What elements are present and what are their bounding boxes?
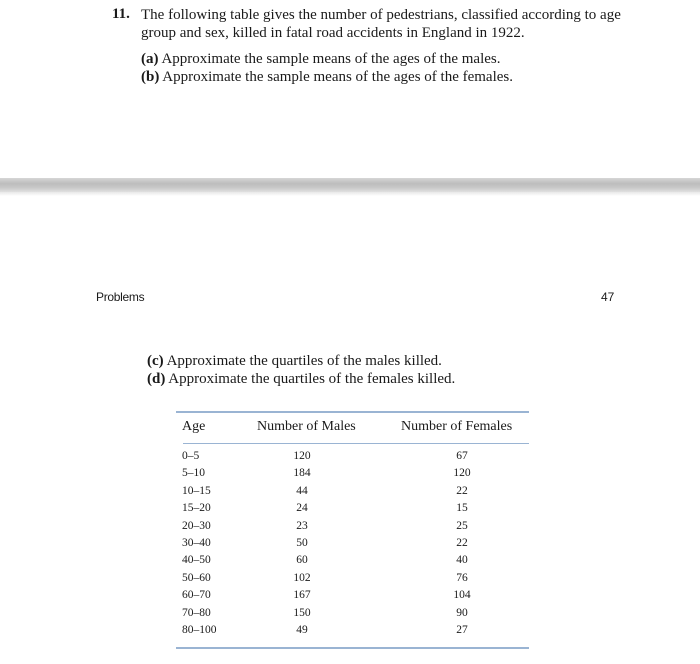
cell-males: 184: [293, 467, 311, 480]
part-d: [147, 370, 455, 388]
table-row: [176, 450, 529, 467]
cell-females: 120: [453, 467, 471, 480]
cell-age: 15–20: [182, 502, 211, 515]
cell-males: 120: [293, 450, 311, 462]
cell-females: 67: [456, 450, 468, 462]
part-c-text: Approximate the quartiles of the males killed.: [166, 353, 442, 369]
cell-age: 80–100: [182, 623, 217, 636]
table-row: [176, 467, 529, 484]
part-b: [141, 68, 513, 86]
cell-age: 5–10: [182, 467, 205, 480]
data-table: [176, 411, 529, 649]
part-b-text: Approximate the sample means of the ages of the females.: [162, 69, 513, 85]
cell-age: 70–80: [182, 606, 211, 619]
cell-males: 49: [296, 623, 308, 636]
cell-males: 167: [293, 589, 311, 602]
upper-page: [0, 0, 700, 178]
problem-number: 11.: [112, 6, 130, 22]
part-a: [141, 50, 501, 68]
cell-males: 50: [296, 536, 308, 549]
cell-males: 44: [296, 484, 308, 497]
part-b-label: (b): [141, 69, 160, 85]
cell-females: 25: [456, 519, 468, 532]
header-males: Number of Males: [257, 419, 356, 434]
part-a-label: (a): [141, 51, 159, 67]
cell-males: 60: [296, 554, 308, 567]
cell-females: 27: [456, 623, 468, 636]
table-row: [176, 520, 529, 537]
table-body: [176, 444, 529, 647]
cell-females: 22: [456, 536, 468, 549]
page-divider: [0, 178, 700, 192]
part-d-text: Approximate the quartiles of the females killed.: [168, 371, 456, 387]
part-c-label: (c): [147, 353, 164, 369]
cell-males: 150: [293, 606, 311, 619]
table-row: [176, 589, 529, 606]
table-row: [176, 537, 529, 554]
problem-statement: The following table gives the number of pedestrians, classified according to age group and sex, killed in fatal road accidents in England in 1922.: [141, 7, 621, 41]
header-females: Number of Females: [401, 419, 513, 434]
table-header: [176, 413, 529, 443]
cell-females: 104: [453, 589, 471, 602]
cell-age: 50–60: [182, 571, 211, 584]
cell-age: 20–30: [182, 519, 211, 532]
cell-males: 102: [293, 571, 311, 584]
cell-age: 0–5: [182, 450, 200, 462]
running-head: Problems: [96, 290, 145, 304]
cell-age: 40–50: [182, 554, 211, 567]
page-number: 47: [601, 290, 615, 304]
table-row: [176, 607, 529, 624]
part-c: [147, 352, 442, 370]
cell-males: 23: [296, 519, 308, 532]
header-age: Age: [182, 419, 206, 434]
cell-age: 10–15: [182, 484, 211, 497]
cell-age: 30–40: [182, 536, 211, 549]
cell-females: 76: [456, 571, 468, 584]
cell-females: 15: [456, 502, 468, 515]
cell-males: 24: [296, 502, 308, 515]
table-row: [176, 485, 529, 502]
table-row: [176, 554, 529, 571]
part-d-label: (d): [147, 371, 166, 387]
cell-females: 22: [456, 484, 468, 497]
table-row: [176, 624, 529, 641]
part-a-text: Approximate the sample means of the ages of the males.: [161, 51, 501, 67]
cell-females: 40: [456, 554, 468, 567]
page-divider-shadow: [0, 192, 700, 196]
cell-age: 60–70: [182, 589, 211, 602]
table-row: [176, 502, 529, 519]
table-bottom-rule: [176, 647, 529, 649]
table-row: [176, 572, 529, 589]
cell-females: 90: [456, 606, 468, 619]
